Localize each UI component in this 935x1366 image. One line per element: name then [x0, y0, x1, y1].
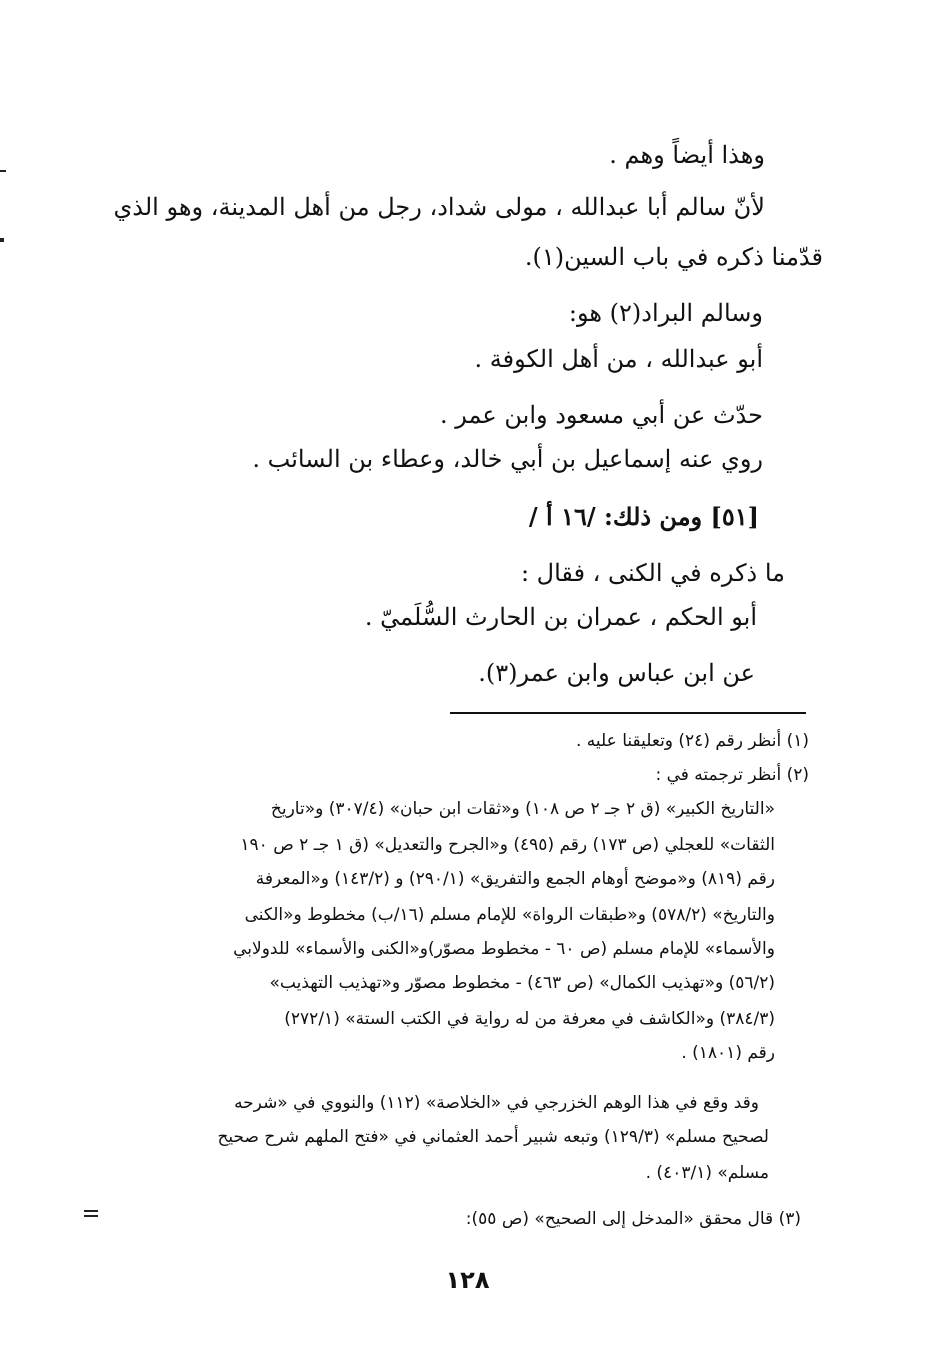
- footnote-line: (٥٦/٢) و«تهذيب الكمال» (ص ٤٦٣) - مخطوط مصوّر و«تهذيب التهذيب»: [269, 973, 775, 993]
- footnote-line: والأسماء» للإمام مسلم (ص ٦٠ - مخطوط مصوّر)و«الكنى والأسماء» للدولابي: [233, 939, 775, 959]
- footnote-line: (٢) أنظر ترجمته في :: [655, 765, 809, 785]
- body-line: أبو الحكم ، عمران بن الحارث السُّلَميّ .: [364, 603, 757, 631]
- footnote-line: (١) أنظر رقم (٢٤) وتعليقنا عليه .: [575, 731, 809, 751]
- footnote-line: والتاريخ» (٥٧٨/٢) و«طبقات الرواة» للإمام مسلم (١٦/ب) مخطوط و«الكنى: [244, 905, 775, 925]
- footnote-line: «التاريخ الكبير» (ق ٢ جـ ٢ ص ١٠٨) و«ثقات ابن حبان» (٣٠٧/٤) و«تاريخ: [270, 799, 775, 819]
- body-line: أبو عبدالله ، من أهل الكوفة .: [474, 345, 763, 373]
- footnote-line: مسلم» (٤٠٣/١) .: [645, 1163, 769, 1183]
- body-line: قدّمنا ذكره في باب السين(١).: [524, 243, 823, 271]
- footnote-line: (٣٨٤/٣) و«الكاشف في معرفة من له رواية في الكتب الستة» (٢٧٢/١): [284, 1009, 775, 1029]
- body-line: عن ابن عباس وابن عمر(٣).: [478, 659, 755, 687]
- margin-mark: [84, 1215, 98, 1217]
- margin-mark: [0, 170, 6, 172]
- footnote-line: الثقات» للعجلي (ص ١٧٣) رقم (٤٩٥) و«الجرح والتعديل» (ق ١ جـ ٢ ص ١٩٠: [240, 835, 775, 855]
- footnote-separator: [450, 712, 806, 714]
- body-line: وهذا أيضاً وهم .: [609, 141, 765, 169]
- footnote-line: لصحيح مسلم» (١٢٩/٣) وتبعه شبير أحمد العثماني في «فتح الملهم شرح صحيح: [217, 1127, 769, 1147]
- margin-mark: [0, 238, 4, 242]
- footnote-line: وقد وقع في هذا الوهم الخزرجي في «الخلاصة» (١١٢) والنووي في «شرحه: [234, 1093, 759, 1113]
- section-heading: [٥١] ومن ذلك: /١٦ أ /: [528, 502, 759, 531]
- body-line: روي عنه إسماعيل بن أبي خالد، وعطاء بن السائب .: [252, 445, 763, 473]
- body-line: ما ذكره في الكنى ، فقال :: [520, 559, 785, 587]
- margin-mark: [84, 1210, 98, 1212]
- footnote-line: رقم (١٨٠١) .: [681, 1043, 775, 1063]
- body-line: حدّث عن أبي مسعود وابن عمر .: [440, 401, 763, 429]
- footnote-line: رقم (٨١٩) و«موضح أوهام الجمع والتفريق» (٢٩٠/١) و (١٤٣/٢) و«المعرفة: [255, 869, 775, 889]
- footnote-line: (٣) قال محقق «المدخل إلى الصحيح» (ص ٥٥):: [465, 1209, 801, 1229]
- page-number: ١٢٨: [445, 1266, 490, 1294]
- body-line: لأنّ سالم أبا عبدالله ، مولى شداد، رجل من أهل المدينة، وهو الذي: [113, 193, 765, 221]
- body-line: وسالم البراد(٢) هو:: [568, 299, 763, 327]
